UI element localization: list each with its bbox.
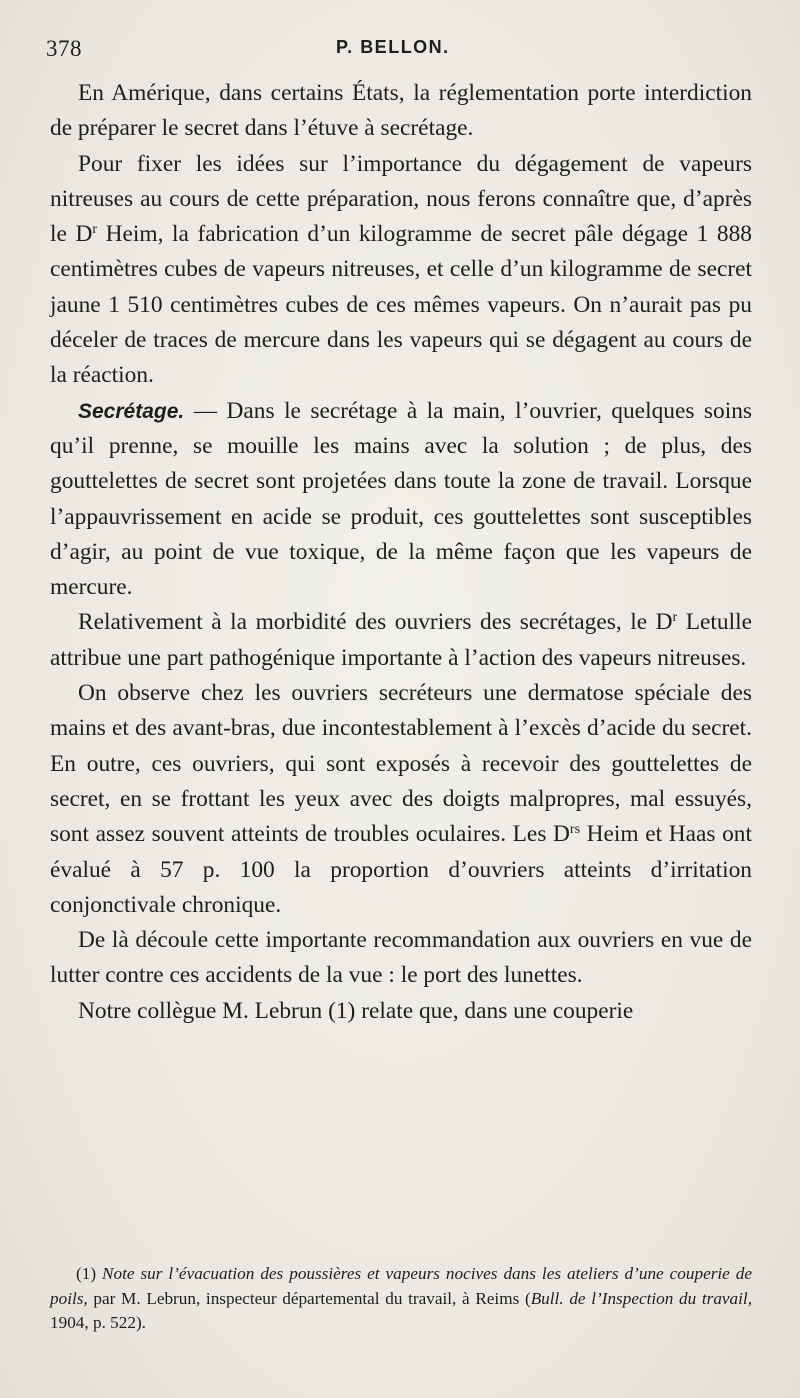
footnote-journal: Bull. de l’Inspection du travail, — [530, 1288, 752, 1308]
paragraph-secretage: Secrétage. — Dans le secrétage à la main, l’ouvrier, quelques soins qu’il prenne, se mouille les mains avec la solution ; de plus, des gouttelettes de secret sont projetées dans toute la zone de travail. Lorsque l’appauvrissement en acide se produit, ces gouttelettes sont susceptibles d’agir, au point de vue toxique, de la même façon que les vapeurs de mercure. — [50, 397, 752, 601]
footnote-title: Note sur l’évacuation des poussières et vapeurs nocives dans les ateliers d’une couperie de poils, — [50, 1264, 752, 1308]
footnote-1: (1) Note sur l’évacuation des poussières et vapeurs nocives dans les ateliers d’une couperie de poils, par M. Lebrun, inspecteur départemental du travail, à Reims (Bull. de l’Inspection du travail, 1904, p. 522). — [50, 1264, 752, 1332]
doctor-abbrev-superscript: r — [672, 610, 678, 626]
paragraph-recommendation: De là découle cette importante recommandation aux ouvriers en vue de lutter contre ces accidents de la vue : le port des lunettes. — [50, 927, 752, 989]
doctor-abbrev-superscript: r — [92, 222, 98, 238]
paragraph-nitrous-vapours: Pour fixer les idées sur l’importance du dégagement de vapeurs nitreuses au cours de cette préparation, nous ferons connaître que, d’après le $D^r$ Heim, la fabrication d’un kilogramme de secret pâle dégage 1 888 centimètres cubes de vapeurs nitreuses, et celle d’un kilogramme de secret jaune 1 510 centimètres cubes de ces mêmes vapeurs. On n’aurait pas pu déceler de traces de mercure dans les vapeurs qui se dégagent au cours de la réaction. — [50, 150, 753, 389]
paragraph-america-regulation: En Amérique, dans certains États, la réglementation porte interdiction de préparer le secret dans l’étuve à secrétage. — [50, 80, 752, 142]
section-heading-secretage: Secrétage. — [78, 399, 185, 423]
page-number: 378 — [46, 36, 82, 61]
page-header — [46, 36, 754, 70]
paragraph-morbidity: Relativement à la morbidité des ouvriers des secrétages, le $D^r$ Letulle attribue une part pathogénique importante à l’action des vapeurs nitreuses. — [50, 609, 752, 671]
doctors-abbrev-superscript: rs — [569, 822, 581, 838]
footnote-marker: (1) — [76, 1264, 103, 1283]
running-head: P. BELLON. — [336, 37, 450, 57]
paragraph-lebrun: Notre collègue M. Lebrun (1) relate que, dans une couperie — [78, 997, 634, 1024]
footnotes — [50, 1262, 752, 1336]
body-text — [50, 76, 752, 1029]
paragraph-dermatosis: On observe chez les ouvriers secréteurs une dermatose spéciale des mains et des avant-bras, due incontestablement à l’excès d’acide du secret. En outre, ces ouvriers, qui sont exposés à recevoir des gouttelettes de secret, en se frottant les yeux avec des doigts malpropres, mal essuyés, sont assez souvent atteints de troubles oculaires. Les $D^{rs}$ Heim et Haas ont évalué à 57 p. 100 la proportion d’ouvriers atteints d’irritation conjonctivale chronique. — [50, 680, 752, 918]
